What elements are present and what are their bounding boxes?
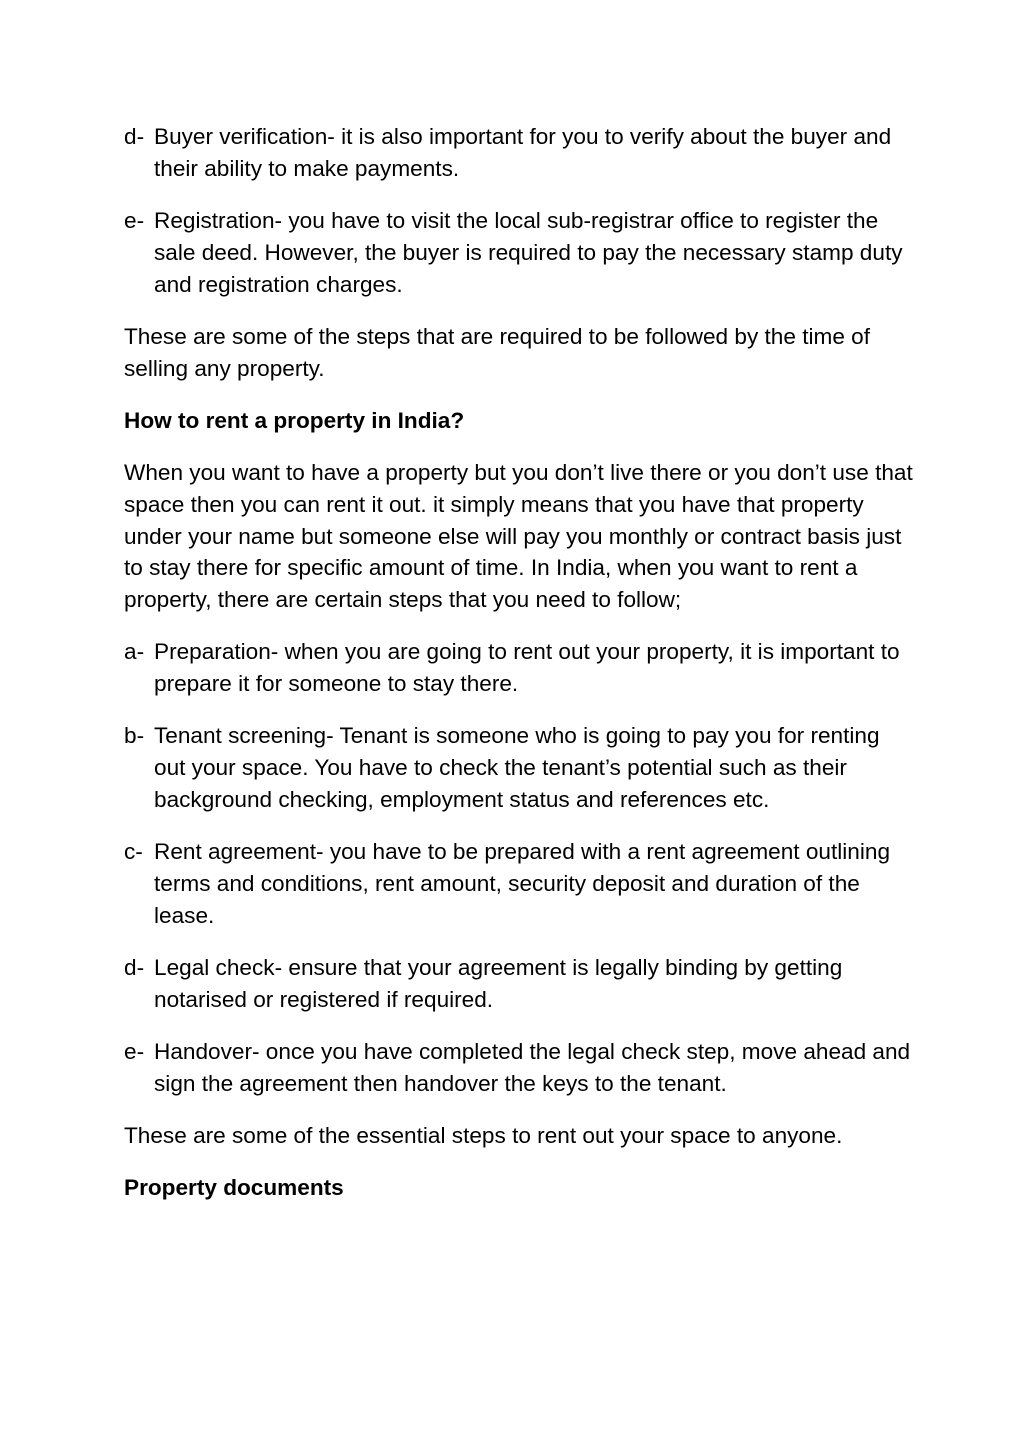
list-item-text: Buyer verification- it is also important for you to verify about the buyer and their ability to make payments. [154, 124, 892, 181]
rent-intro-paragraph: When you want to have a property but you don’t live there or you don’t use that space then you can rent it out. it simply means that you have that property under your name but someone else will pay you monthly or contract basis just to stay there for specific amount of time. In India, when you want to rent a property, there are certain steps that you need to follow; [124, 459, 913, 613]
list-marker: c- [124, 839, 143, 865]
list-marker: b- [124, 723, 145, 749]
list-item-text: Tenant screening- Tenant is someone who is going to pay you for renting out your space. You have to check the tenant’s potential such as their background checking, employment status and references etc. [154, 723, 880, 812]
document-page [124, 121, 914, 1224]
list-item [124, 636, 914, 700]
list-item-text: Registration- you have to visit the local sub-registrar office to register the sale deed. However, the buyer is required to pay the necessary stamp duty and registration charges. [154, 207, 903, 297]
rent-conclusion-paragraph: These are some of the essential steps to rent out your space to anyone. [124, 1122, 843, 1148]
list-item-text: Preparation- when you are going to rent out your property, it is important to prepare it for someone to stay there. [154, 639, 900, 697]
rent-section-heading: How to rent a property in India? [124, 407, 465, 433]
list-marker: d- [124, 124, 145, 149]
list-item [124, 121, 914, 185]
list-item [124, 952, 914, 1016]
list-item [124, 1036, 914, 1100]
list-item-text: Rent agreement- you have to be prepared with a rent agreement outlining terms and conditions, rent amount, security deposit and duration of the lease. [154, 839, 891, 928]
documents-section-heading: Property documents [124, 1175, 344, 1201]
list-marker: e- [124, 207, 145, 233]
list-item-text: Legal check- ensure that your agreement is legally binding by getting notarised or registered if required. [154, 954, 843, 1012]
list-marker: a- [124, 639, 145, 665]
list-item [124, 836, 914, 931]
list-item [124, 720, 914, 815]
list-marker: d- [124, 954, 145, 980]
list-item-text: Handover- once you have completed the legal check step, move ahead and sign the agreement then handover the keys to the tenant. [154, 1038, 911, 1096]
sell-conclusion-paragraph: These are some of the steps that are required to be followed by the time of selling any property. [124, 323, 871, 381]
list-marker: e- [124, 1038, 145, 1064]
list-item [124, 205, 914, 300]
